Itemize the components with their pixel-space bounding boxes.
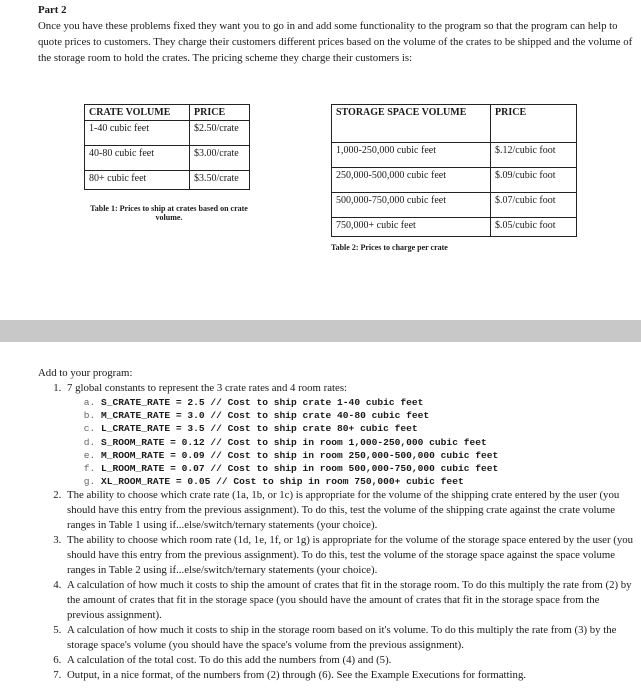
table-row <box>85 121 250 146</box>
table-cell: $3.00/crate <box>190 146 250 171</box>
item-text: 7 global constants to represent the 3 crate rates and 4 room rates: <box>67 382 348 394</box>
constant-text: S_ROOM_RATE = 0.12 // Cost to ship in room 1,000-250,000 cubic feet <box>101 436 487 448</box>
table-cell: $.09/cubic foot <box>491 168 577 193</box>
list-item <box>64 533 638 578</box>
table-row <box>332 143 577 168</box>
constant-item <box>101 449 638 462</box>
crate-price-table <box>84 104 250 190</box>
table-header-row <box>332 105 577 143</box>
table-row <box>332 168 577 193</box>
constant-item <box>101 462 638 475</box>
table-cell: 250,000-500,000 cubic feet <box>332 168 491 193</box>
separator-band <box>0 320 641 342</box>
program-lead: Add to your program: <box>38 367 133 379</box>
table-row <box>85 146 250 171</box>
item-text: The ability to choose which room rate (1d, 1e, 1f, or 1g) is appropriate for the volume of the storage space entered by the user (you should have this entry from the previous assignment). To do this, test the volume of the storage space against the space volume ranges in Table 2 using if...else/switch/ternary statements (your choice). <box>67 534 634 577</box>
part-section <box>38 0 633 66</box>
item-text: A calculation of how much it costs to ship in the storage room based on it's volume. To do this multiply the rate from (3) by the storage space's volume (you should have the space's volume from the previous assignment). <box>67 624 617 652</box>
table-row <box>332 193 577 218</box>
constant-item <box>101 436 638 449</box>
list-item <box>64 381 638 488</box>
list-item <box>64 623 638 653</box>
list-item <box>64 668 638 683</box>
item-text: A calculation of the total cost. To do this add the numbers from (4) and (5). <box>67 654 392 667</box>
requirements-list <box>38 381 638 683</box>
constants-list <box>67 396 638 488</box>
table-row <box>332 218 577 237</box>
constant-text: L_CRATE_RATE = 3.5 // Cost to ship crate 80+ cubic feet <box>101 423 418 435</box>
table1-caption: Table 1: Prices to ship at crates based on crate volume. <box>90 204 248 222</box>
table-cell: $2.50/crate <box>190 121 250 146</box>
table-header: PRICE <box>491 105 577 143</box>
item-text: The ability to choose which crate rate (1a, 1b, or 1c) is appropriate for the volume of the shipping crate entered by the user (you should have this entry from the previous assignment). To do this, test the volume of the shipping crate against the crate volume ranges in Table 1 using if...else/switch/ternary statements (your choice). <box>67 489 620 532</box>
constant-item <box>101 475 638 488</box>
constant-text: L_ROOM_RATE = 0.07 // Cost to ship in room 500,000-750,000 cubic feet <box>101 463 499 475</box>
table-header: CRATE VOLUME <box>85 105 190 121</box>
program-section <box>38 366 638 683</box>
constant-item <box>101 396 638 409</box>
table-cell: 500,000-750,000 cubic feet <box>332 193 491 218</box>
table2-caption: Table 2: Prices to charge per crate <box>331 243 448 252</box>
table-cell: 750,000+ cubic feet <box>332 218 491 237</box>
list-item <box>64 578 638 623</box>
table-cell: $3.50/crate <box>190 171 250 190</box>
list-item <box>64 488 638 533</box>
table-cell: 1,000-250,000 cubic feet <box>332 143 491 168</box>
constant-text: M_CRATE_RATE = 3.0 // Cost to ship crate 40-80 cubic feet <box>101 410 430 422</box>
table-cell: 40-80 cubic feet <box>85 146 190 171</box>
item-text: Output, in a nice format, of the numbers from (2) through (6). See the Example Executions for formatting. <box>67 669 527 682</box>
storage-price-table <box>331 104 577 237</box>
constant-item <box>101 422 638 435</box>
constant-text: M_ROOM_RATE = 0.09 // Cost to ship in room 250,000-500,000 cubic feet <box>101 449 499 461</box>
item-text: A calculation of how much it costs to ship the amount of crates that fit in the storage room. To do this multiply the rate from (2) by the amount of crates that fit in the storage space (you should have the amount of crates that fit in the storage space from the previous assignment). <box>67 579 632 622</box>
list-item <box>64 653 638 668</box>
table-cell: $.12/cubic foot <box>491 143 577 168</box>
constant-text: XL_ROOM_RATE = 0.05 // Cost to ship in room 750,000+ cubic feet <box>101 476 464 488</box>
part-intro: Once you have these problems fixed they want you to go in and add some functionality to the program so that the program can help to quote prices to customers. They charge their customers different prices based on the volume of the crates to be shipped and the volume of the storage room to hold the crates. The pricing scheme they charge their customers is: <box>38 20 633 64</box>
table-cell: $.05/cubic foot <box>491 218 577 237</box>
table-header-row <box>85 105 250 121</box>
part-heading: Part 2 <box>38 4 67 16</box>
table-cell: $.07/cubic foot <box>491 193 577 218</box>
table-header: STORAGE SPACE VOLUME <box>332 105 491 143</box>
table-cell: 1-40 cubic feet <box>85 121 190 146</box>
table-cell: 80+ cubic feet <box>85 171 190 190</box>
constant-text: S_CRATE_RATE = 2.5 // Cost to ship crate 1-40 cubic feet <box>101 397 424 408</box>
table-header: PRICE <box>190 105 250 121</box>
table-row <box>85 171 250 190</box>
constant-item <box>101 409 638 422</box>
